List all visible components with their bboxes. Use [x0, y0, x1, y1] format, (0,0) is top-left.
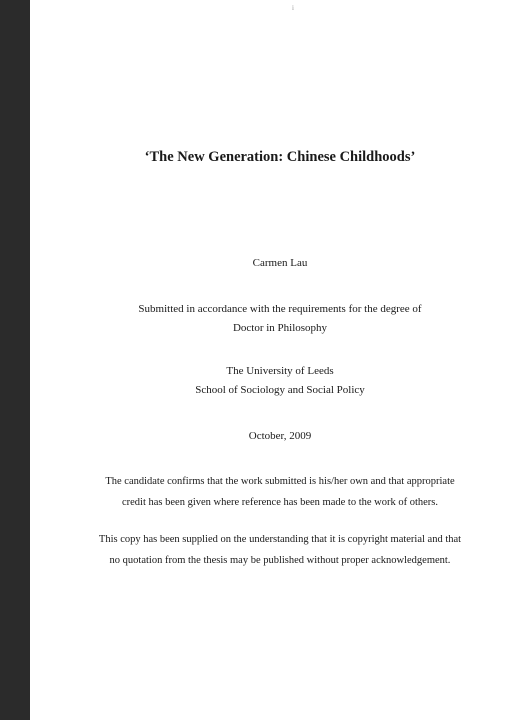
- candidate-statement-line-2: credit has been given where reference has been made to the work of others.: [121, 497, 439, 508]
- submission-line-1: Submitted in accordance with the requirements for the degree of: [138, 303, 422, 315]
- author-name: Carmen Lau: [252, 257, 308, 269]
- scan-binding-edge: [0, 0, 30, 720]
- institution-block: [30, 362, 530, 400]
- candidate-statement-line-1: The candidate confirms that the work submitted is his/her own and that appropriate: [105, 476, 455, 487]
- university-name: The University of Leeds: [226, 365, 334, 377]
- copyright-statement-line-2: no quotation from the thesis may be published without proper acknowledgement.: [109, 555, 451, 566]
- page-mark: i: [292, 4, 294, 12]
- submission-statement: [30, 300, 530, 338]
- thesis-title: ‘The New Generation: Chinese Childhoods’: [144, 149, 416, 165]
- candidate-statement: [30, 471, 530, 513]
- school-name: School of Sociology and Social Policy: [195, 384, 365, 396]
- thesis-title-page: [30, 0, 530, 720]
- degree-name: Doctor in Philosophy: [232, 322, 328, 334]
- submission-date: October, 2009: [248, 430, 312, 442]
- copyright-statement-line-1: This copy has been supplied on the understanding that it is copyright material and that: [98, 534, 462, 545]
- copyright-statement: [30, 529, 530, 571]
